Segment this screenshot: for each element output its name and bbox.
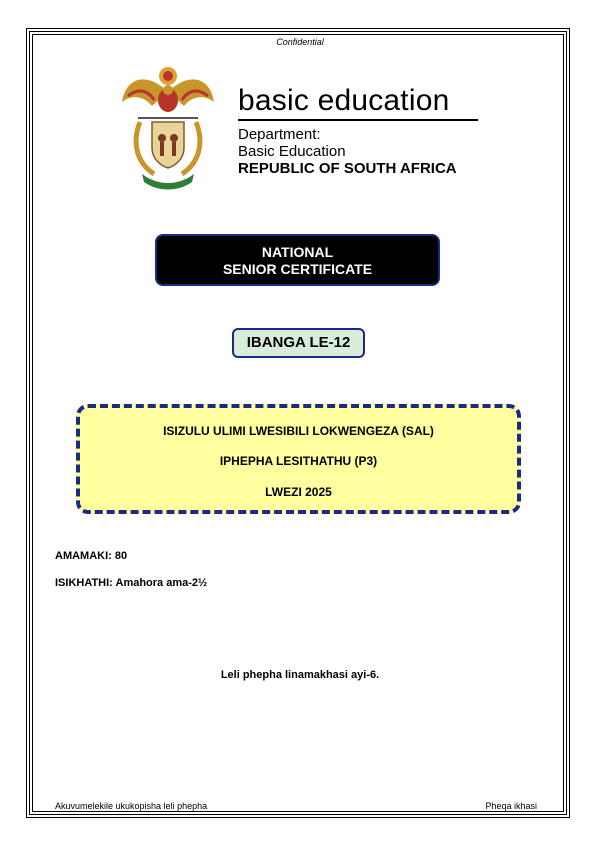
time-info: ISIKHATHI: Amahora ama-2½ bbox=[55, 577, 208, 589]
brand-divider bbox=[238, 119, 478, 121]
subject-panel bbox=[76, 404, 521, 514]
coat-of-arms-icon bbox=[118, 62, 218, 190]
page-count-note: Leli phepha linamakhasi ayi-6. bbox=[220, 669, 380, 681]
country-name: REPUBLIC OF SOUTH AFRICA bbox=[238, 160, 457, 177]
department-label: Department: bbox=[238, 126, 321, 143]
certificate-line-1: NATIONAL bbox=[261, 244, 334, 260]
paper-name: IPHEPHA LESITHATHU (P3) bbox=[219, 454, 378, 468]
turn-page-note: Pheqa ikhasi bbox=[485, 801, 537, 811]
subject-name: ISIZULU ULIMI LWESIBILI LOKWENGEZA (SAL) bbox=[163, 424, 434, 438]
marks-info: AMAMAKI: 80 bbox=[55, 550, 128, 562]
certificate-line-2: SENIOR CERTIFICATE bbox=[222, 261, 373, 277]
confidential-label: Confidential bbox=[276, 37, 324, 47]
grade-badge: IBANGA LE-12 bbox=[232, 328, 365, 358]
exam-session: LWEZI 2025 bbox=[265, 485, 332, 499]
copyright-notice: Akuvumelekile ukukopisha leli phepha bbox=[55, 801, 208, 811]
certificate-banner bbox=[155, 234, 440, 286]
department-name: Basic Education bbox=[238, 143, 346, 160]
brand-title: basic education bbox=[238, 84, 450, 117]
